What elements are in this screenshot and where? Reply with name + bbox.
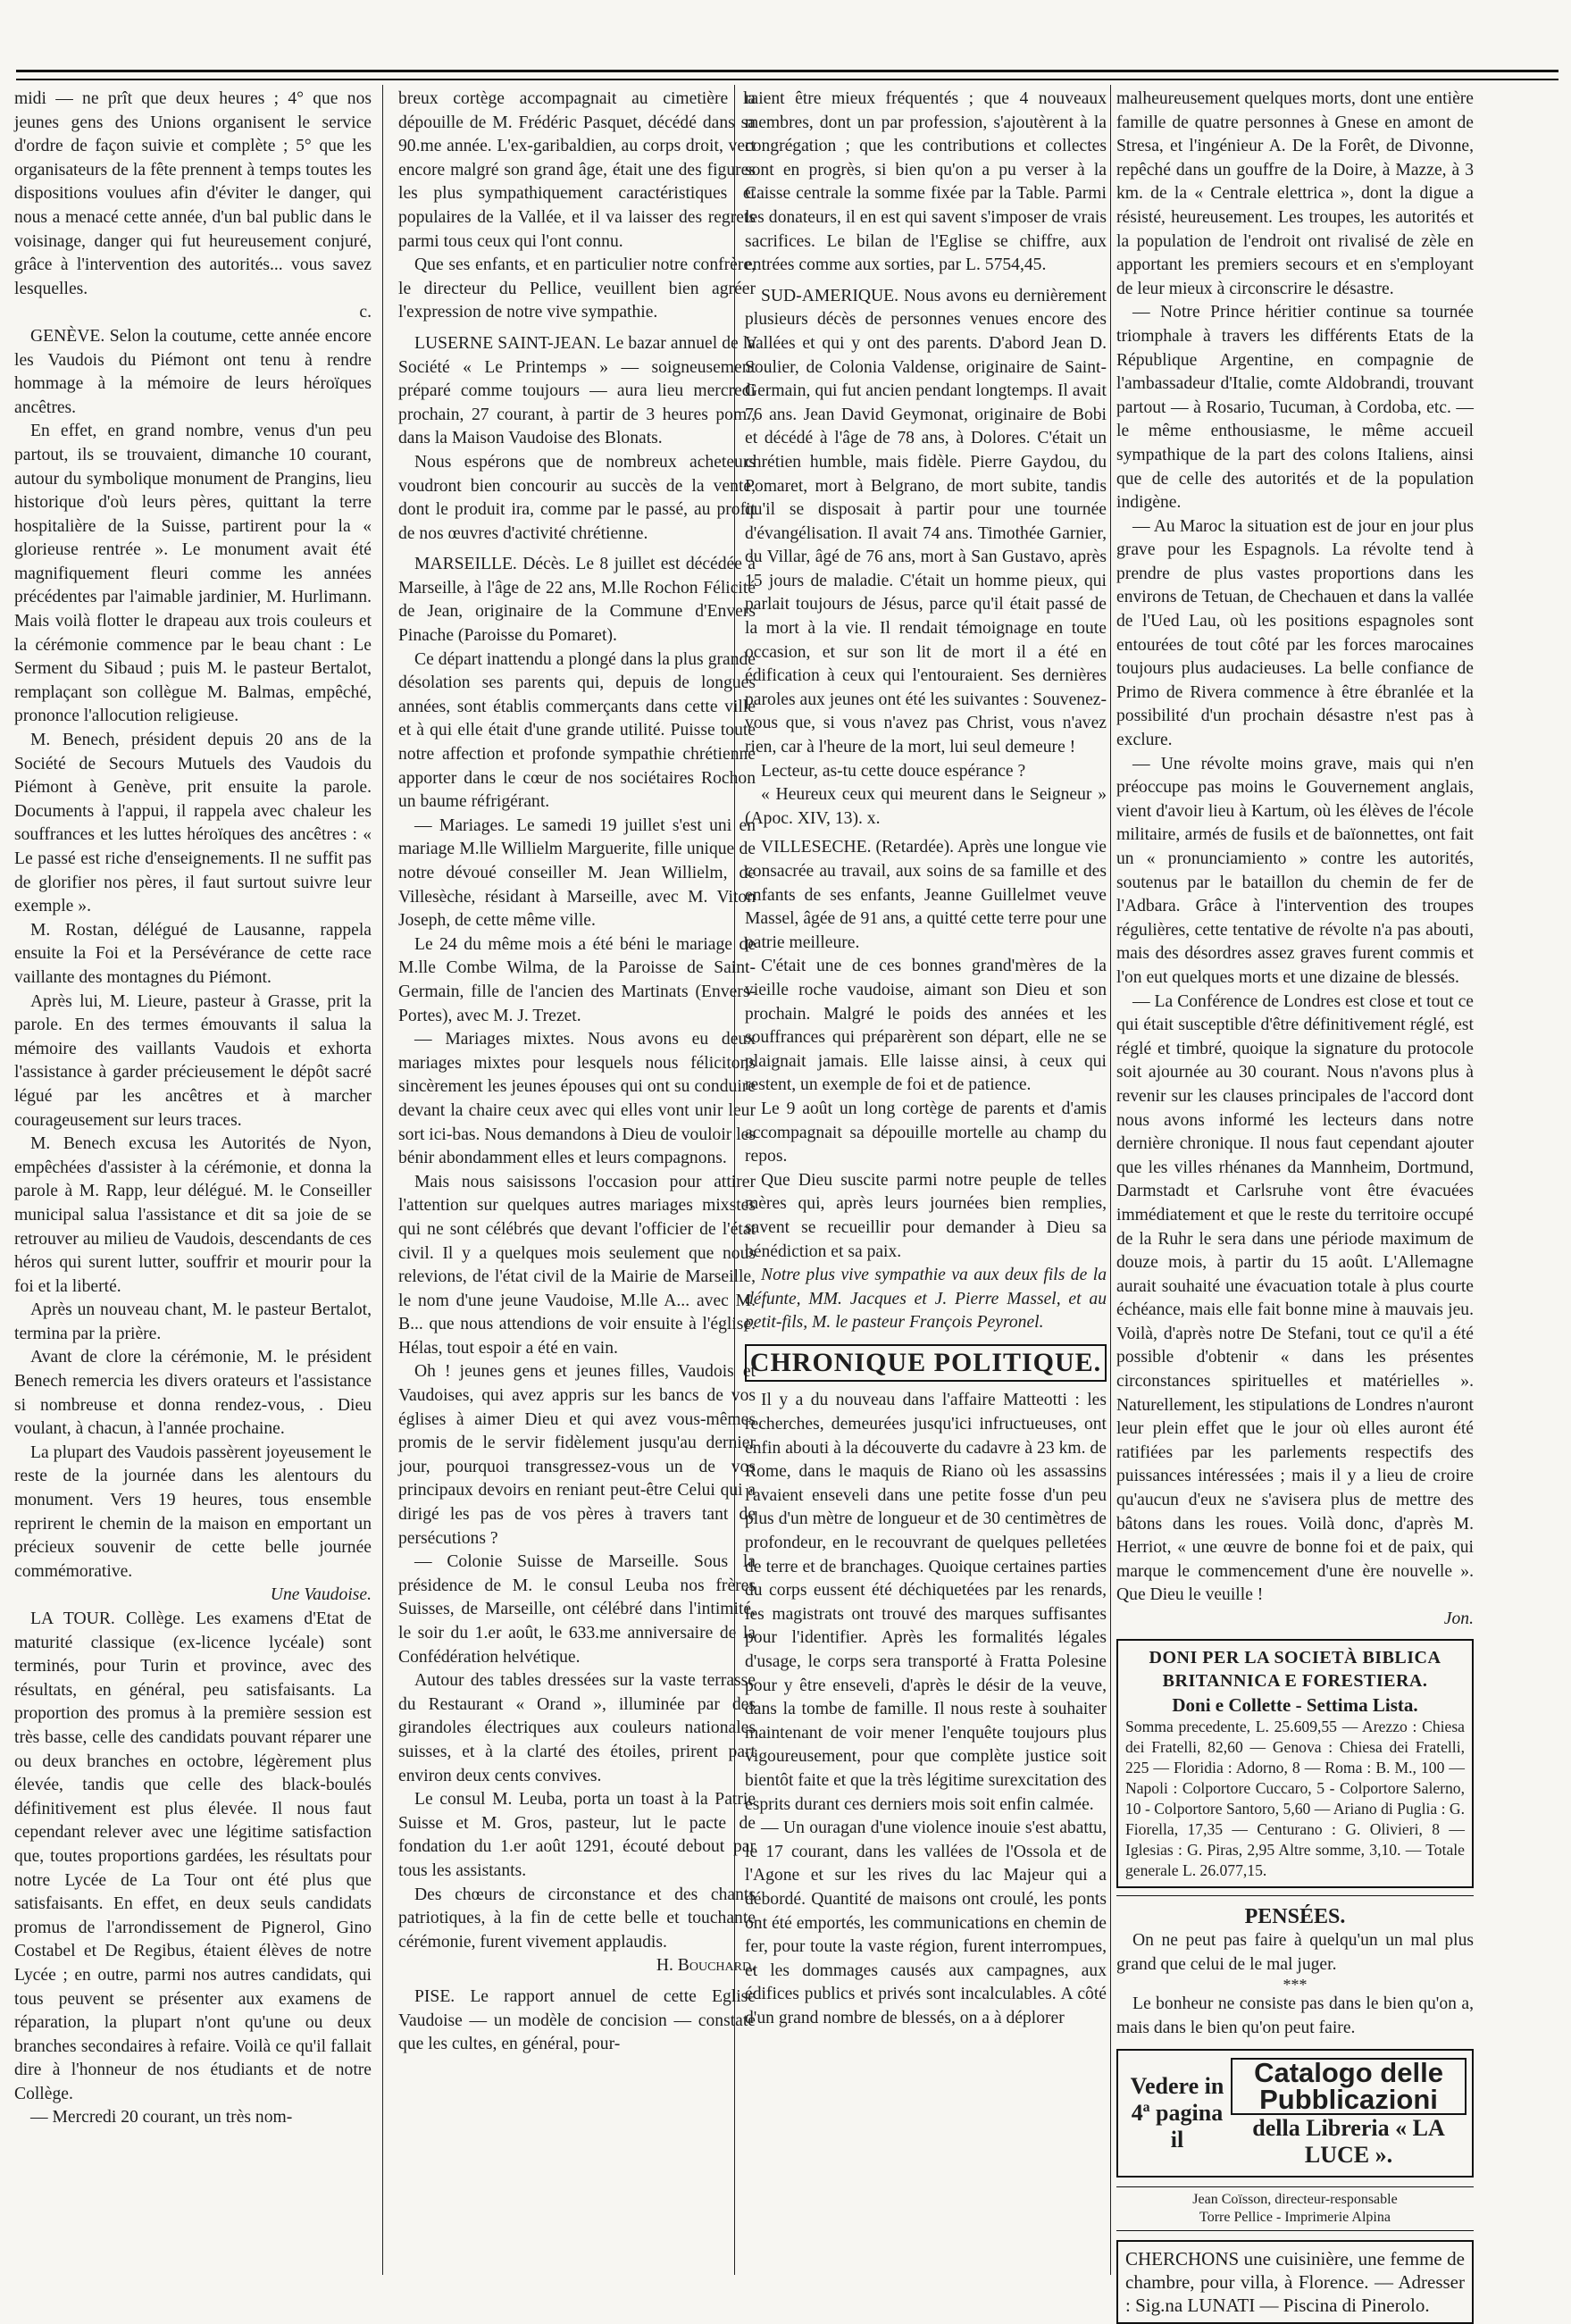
paragraph: — Notre Prince héritier continue sa tournée triomphale à travers les différents Etats de la République Argentine, en compagnie de l'ambassadeur d'Italie, comte Aldobrandi, trouvant partout — à Rosario, Tucuman, à Cordoba, etc. — le même enthousiasme, le même accueil sympathique de la part des colons Italiens, ainsi que de celle des autorités et de la population indigène. xyxy=(1116,303,1474,513)
paragraph: Des chœurs de circonstance et des chants patriotiques, à la fin de cette belle et touchante cérémonie, furent vivement applaudis. xyxy=(398,1885,756,1952)
chronique-politique-heading: CHRONIQUE POLITIQUE. xyxy=(745,1344,1107,1383)
paragraph: Le 24 du même mois a été béni le mariage de M.lle Combe Wilma, de la Paroisse de Saint-Germain, fille de l'ancien des Martinats (Envers-Portes), avec M. J. Trezet. xyxy=(398,934,756,1025)
catalog-ad xyxy=(1116,2049,1474,2178)
paragraph: MARSEILLE. Décès. Le 8 juillet est décédée à Marseille, à l'âge de 22 ans, M.lle Rochon Félicité de Jean, originaire de la Commune d'Envers Pinache (Paroisse du Pomaret). xyxy=(398,555,756,646)
pensee: On ne peut pas faire à quelqu'un un mal plus grand que celui de le mal juger. xyxy=(1116,1930,1474,1974)
paragraph: — Un ouragan d'une violence inouie s'est abattu, le 17 courant, dans les vallées de l'Ossola et de l'Agone et sur les rives du lac Majeur qui a débordé. Quantité de maisons ont croulé, les ponts ont été emportés, les communications en chemin de fer, pour toute la vaste région, furent interrompues, et les dommages causés aux campagnes, aux édifices publics et privés sont incalculables. A côté d'un grand nombre de blessés, on a à déplorer xyxy=(745,1818,1107,2027)
pensee: Le bonheur ne consiste pas dans le bien qu'on a, mais dans le bien qu'on peut faire. xyxy=(1116,1994,1474,2037)
column-4 xyxy=(1116,88,1474,2317)
paragraph: Le 9 août un long cortège de parents et d'amis accompagnait sa dépouille mortelle au champ du repos. xyxy=(745,1099,1107,1166)
paragraph: Le consul M. Leuba, porta un toast à la Patrie Suisse et M. Gros, pasteur, lut le pacte de fondation du 1.er août 1291, écouté debout par tous les assistants. xyxy=(398,1790,756,1880)
paragraph: — Mariages mixtes. Nous avons eu deux mariages mixtes pour lesquels nous félicitons sincèrement les jeunes épouses qui ont su conduire devant la chaire ceux avec qui elles vont unir leur sort ici-bas. Nous demandons à Dieu de vouloir les bénir abondamment elles et leurs compagnons. xyxy=(398,1030,756,1168)
paragraph: M. Benech excusa les Autorités de Nyon, empêchées d'assister à la cérémonie, et donna la parole à M. Rapp, leur délégué. M. le Conseiller municipal salua l'assistance et dit sa joie de se retrouver au milieu de Vaudois, descendants de ces héros qui surent lutter, souffrir et mourir pour la foi et la liberté. xyxy=(14,1134,372,1296)
signature: c. xyxy=(359,303,372,322)
paragraph: VILLESECHE. (Retardée). Après une longue vie consacrée au travail, aux soins de sa famille et des enfants de ses enfants, Jeanne Guillelmet veuve Massel, âgée de 91 ans, a quitté cette terre pour une patrie meilleure. xyxy=(745,838,1107,952)
signature: Jon. xyxy=(1443,1609,1474,1628)
paragraph: SUD-AMERIQUE. Nous avons eu dernièrement plusieurs décès de personnes venues encore des Vallées et qui y ont des parents. D'abord Jean D. Soulier, de Colonia Valdense, originaire de Saint-Germain, qui fut ancien pendant longtemps. Il avait 76 ans. Jean David Geymonat, originaire de Bobi et décédé à l'âge de 78 ans, à Dolores. C'était un chrétien humble, mais fidèle. Pierre Gaydou, du Pomaret, mort à Belgrano, de mort subite, tandis qu'il se disposait à partir pour une tournée d'évangélisation. Il avait 74 ans. Timothée Garnier, du Villar, âgé de 76 ans, mort à San Gustavo, après 15 jours de maladie. C'était un homme pieux, qui parlait toujours de Jésus, parce qu'il était passé de la mort à la vie. Il rendait témoignage en toute occasion, et sur son lit de mort il a été en édification à ceux qui l'entouraient. Ses dernières paroles aux jeunes ont été les suivantes : Souvenez-vous que, si vous n'avez pas Christ, vous n'avez rien, car à l'heure de la mort, lui seul demeure ! xyxy=(745,286,1107,757)
paragraph: Mais nous saisissons l'occasion pour attirer l'attention sur quelques autres mariages mixstes qui ne sont célébrés que devant l'officier de l'état civil. Il y a quelques mois seulement que nous relevions, de l'état civil de la Mairie de Marseille, le nom d'une jeune Vaudoise, M.lle A... avec M. B... que nous attendions de voir ensuite à l'église. Hélas, tout espoir a été en vain. xyxy=(398,1172,756,1358)
imprint-director: Jean Coïsson, directeur-responsable xyxy=(1192,2192,1398,2208)
paragraph: Lecteur, as-tu cette douce espérance ? xyxy=(761,761,1026,781)
ad-right xyxy=(1231,2058,1467,2169)
ad-right-text: della Libreria « LA LUCE ». xyxy=(1252,2115,1445,2169)
doni-title: DONI PER LA SOCIETÀ BIBLICA BRITANNICA E FORESTIERA. xyxy=(1149,1647,1441,1692)
paragraph: — Mercredi 20 courant, un très nom- xyxy=(30,2108,293,2128)
paragraph: M. Rostan, délégué de Lausanne, rappela ensuite la Foi et la Persévérance de cette race vaillante des montagnes du Piémont. xyxy=(14,920,372,987)
paragraph: malheureusement quelques morts, dont une entière famille de quatre personnes à Gnese en amont de Stresa, et l'ingénieur A. De la Forêt, de Divonne, repêché dans un gouffre de la Doire, à Mazze, à 3 km. de la « Centrale elettrica », dont la digue a résisté, heureusement. Les troupes, les autorités et la population de l'endroit ont rivalisé de zèle en apportant les premiers secours et en s'employant de leur mieux à circonscrire le désastre. xyxy=(1116,89,1474,298)
separator-stars: *** xyxy=(1283,1976,1308,1994)
classified-ad: CHERCHONS une cuisinière, une femme de chambre, pour villa, à Florence. — Adresser : Sig.na LUNATI — Piscina di Pinerolo. xyxy=(1116,2240,1474,2324)
column-divider xyxy=(382,85,383,2275)
paragraph: « Heureux ceux qui meurent dans le Seigneur » (Apoc. XIV, 13). x. xyxy=(745,785,1107,828)
paragraph: midi — ne prît que deux heures ; 4° que nos jeunes gens des Unions organisent le service d'ordre de façon suivie et complète ; 5° que les organisateurs de la fête prennent à temps toutes les dispositions voulues afin d'éviter le danger, qui nous a menacé cette année, d'un bal public dans le voisinage, danger qui fut heureusement conjuré, grâce à l'intervention des autorités... vous savez lesquelles. xyxy=(14,89,372,298)
paragraph: Notre plus vive sympathie va aux deux fils de la défunte, MM. Jacques et J. Pierre Massel, et au petit-fils, M. le pasteur François Peyronel. xyxy=(745,1266,1107,1333)
paragraph: — Mariages. Le samedi 19 juillet s'est uni en mariage M.lle Willielm Marguerite, fille unique de notre dévoué conseiller M. Jean Willielm, de Villesèche, résidant à Marseille, avec M. Viton Joseph, de cette même ville. xyxy=(398,815,756,931)
column-3 xyxy=(745,88,1107,2271)
paragraph: Avant de clore la cérémonie, M. le président Benech remercia les divers orateurs et l'assistance si nombreuse et donna rendez-vous, . Dieu voulant, à chacun, à l'année prochaine. xyxy=(14,1348,372,1439)
paragraph: M. Benech, président depuis 20 ans de la Société de Secours Mutuels des Vaudois du Piémont à Genève, prit ensuite la parole. Documents à l'appui, il rappela avec chaleur les souffrances et les luttes héroïques des ancêtres : « Le passé est riche d'enseignements. Il ne suffit pas de glorifier nos pères, il faut surtout suivre leur exemple ». xyxy=(14,731,372,916)
top-rule xyxy=(16,70,1558,80)
paragraph: breux cortège accompagnait au cimetière la dépouille de M. Frédéric Pasquet, décédé dans sa 90.me année. L'ex-garibaldien, au corps droit, vert encore malgré son grand âge, était une des figures les plus sympathiquement caractéristiques et populaires de la Vallée, et il va laisser des regrets parmi tous ceux qui l'ont connu. xyxy=(398,89,756,251)
paragraph: Autour des tables dressées sur la vaste terrasse du Restaurant « Orand », illuminée par des girandoles électriques aux couleurs nationales suisses, et à la clarté des étoiles, prirent part environ deux cents convives. xyxy=(398,1671,756,1785)
paragraph: GENÈVE. Selon la coutume, cette année encore les Vaudois du Piémont ont tenu à rendre hommage à la mémoire de leurs héroïques ancêtres. xyxy=(14,326,372,417)
doni-box xyxy=(1116,1639,1474,1889)
column-2 xyxy=(398,88,756,2271)
divider xyxy=(1116,1895,1474,1896)
paragraph: — La Conférence de Londres est close et tout ce qui était susceptible d'être définitivement réglé, est réglé et timbré, quoique la signature du protocole soit ajournée au 30 courant. Nous n'avons plus à revenir sur les clauses principales de l'accord dont nous avons informé les lecteurs dans notre dernière chronique. Il nous faut cependant ajouter que les villes rhénanes da Mannheim, Dortmund, Darmstadt et Carlsruhe vont être évacuées immédiatement et que le reste du territoire occupé de la Ruhr le sera dans une période maximum de douze mois, à partir du 15 août. L'Allemagne aurait souhaité une évacuation totale à plus courte échéance, mais elle fait bonne mine à mauvais jeu. Voilà, d'après notre De Stefani, tout ce qu'il a été possible d'obtenir « dans les présentes circonstances spirituelles et matérielles ». Naturellement, les stipulations de Londres n'auront leur plein effet que le jour où elles auront été ratifiées par les parlements respectifs des puissances intéressées ; mais il y a lieu de croire qu'aucun d'eux ne s'avisera plus de mettre des bâtons dans les roues. Voilà donc, d'après M. Herriot, « une œuvre de bonne foi et de paix, qui marque le commencement d'une ère nouvelle ». Que Dieu le veuille ! xyxy=(1116,991,1474,1605)
paragraph: raient être mieux fréquentés ; que 4 nouveaux membres, dont un par profession, s'ajoutèrent à la congrégation ; que les contributions et collectes sont en progrès, si bien qu'on a pu verser à la Caisse centrale la somme fixée par la Table. Parmi les donateurs, il en est qui savent s'imposer de vrais sacrifices. Le bilan de l'Eglise se chiffre, aux entrées comme aux sorties, par L. 5754,45. xyxy=(745,89,1107,275)
paragraph: Ce départ inattendu a plongé dans la plus grande désolation ses parents qui, depuis de longues années, sont établis commerçants dans cette ville et à qui elle était d'une grande utilité. Puisse toute notre affection et profonde sympathie chrétienne apporter dans le cœur de nos sociétaires Rochon un baume réfrigérant. xyxy=(398,649,756,812)
paragraph: En effet, en grand nombre, venus d'un peu partout, ils se trouvaient, dimanche 10 courant, autour du symbolique monument de Prangins, lieu historique d'où leurs pères, quittant la terre hospitalière de la Suisse, partirent pour la « glorieuse rentrée ». Le monument avait été magnifiquement fleuri comme les années précédentes par l'aimable jardinier, M. Hurlimann. Mais voilà flotter le drapeau aux trois couleurs et la cérémonie commence par le beau chant : Le Serment du Sibaud ; puis M. le pasteur Bertalot, remplaçant son collègue M. Balmas, empêché, prononce l'allocution religieuse. xyxy=(14,422,372,726)
imprint-printer: Torre Pellice - Imprimerie Alpina xyxy=(1199,2210,1391,2226)
paragraph: Il y a du nouveau dans l'affaire Matteotti : les recherches, demeurées jusqu'ici infructueuses, ont enfin abouti à la découverte du cadavre à 23 km. de Rome, dans le maquis de Riano où les assassins l'avaient enseveli dans une petite fosse d'un peu plus d'un mètre de longueur et de 30 centimètres de profondeur, en le recouvrant de quelques pelletées de terre et de branchages. Quoique certaines parties du corps eussent été déchiquetées par les renards, les magistrats ont trouvé des marques suffisantes pour l'identifier. Après les formalités légales d'usage, le corps sera transporté à Fratta Polesine pour y être enseveli, d'après le désir de la veuve, dans la tombe de famille. Il nous reste à souhaiter maintenant de voir mener l'enquête toujours plus vigoureusement, pour que complète justice soit bientôt faite et que la très légitime surexcitation des esprits durant ces derniers mois soit enfin calmée. xyxy=(745,1391,1107,1814)
paragraph: Nous espérons que de nombreux acheteurs voudront bien concourir au succès de la vente, dont le produit ira, comme par le passé, au profit de nos œuvres d'activité chrétienne. xyxy=(398,452,756,543)
paragraph: Oh ! jeunes gens et jeunes filles, Vaudois et Vaudoises, qui avez appris sur les bancs de vos églises à aimer Dieu et qui avez vous-mêmes promis de le servir fidèlement jusqu'au dernier jour, pourquoi transgressez-vous un de vos principaux devoirs en reniant peut-être Celui qui a dirigé les pas de vos pères à travers tant de persécutions ? xyxy=(398,1362,756,1548)
paragraph: Que Dieu suscite parmi notre peuple de telles mères qui, après leurs journées bien remplies, savent se recueillir pour demander à Dieu sa bénédiction et sa paix. xyxy=(745,1170,1107,1261)
signature: H. Bouchard. xyxy=(656,1956,756,1976)
signature: Une Vaudoise. xyxy=(270,1585,372,1605)
paragraph: La plupart des Vaudois passèrent joyeusement le reste de la journée dans les alentours du monument. Vers 19 heures, tous ensemble reprirent le chemin de la maison en emportant un précieux souvenir de cette belle journée commémorative. xyxy=(14,1442,372,1581)
paragraph: C'était une de ces bonnes grand'mères de la vieille roche vaudoise, aimant son Dieu et son prochain. Malgré le poids des années et les souffrances qui préparèrent son départ, elle ne se plaignait jamais. Elle laisse ainsi, à ceux qui restent, un exemple de foi et de patience. xyxy=(745,957,1107,1095)
ad-left-text: Vedere in 4ª pagina il xyxy=(1130,2073,1224,2153)
column-1 xyxy=(14,88,372,2271)
paragraph: — Au Maroc la situation est de jour en jour plus grave pour les Espagnols. La révolte tend à prendre de plus vastes proportions dans les environs de Tetuan, de Chechauen et dans la vallée de l'Ued Lau, où les positions espagnoles sont entourées de tout côté par les forces marocaines toujours plus audacieuses. La belle confiance de Primo de Rivera commence à être ébranlée et la possibilité d'un prochain désastre n'est pas à exclure. xyxy=(1116,516,1474,750)
paragraph: LUSERNE SAINT-JEAN. Le bazar annuel de la Société « Le Printemps » — soigneusement préparé comme toujours — aura lieu mercredi prochain, 27 courant, à partir de 3 heures pom., dans la Maison Vaudoise des Blonats. xyxy=(398,333,756,448)
imprint xyxy=(1116,2186,1474,2231)
doni-body: Somma precedente, L. 25.609,55 — Arezzo : Chiesa dei Fratelli, 82,60 — Genova : Chiesa dei Fratelli, 225 — Floridia : Adorno, 8 — Roma : B. M., 100 — Napoli : Colportore Cuccaro, 5 - Colportore Salerno, 10 - Colportore Santoro, 5,60 — Ariano di Puglia : G. Fiorella, 17,35 — Centurano : G. Olivieri, 8 — Iglesias : G. Piras, 2,95 Altre somme, 3,10. — Totale generale L. 26.077,15. xyxy=(1125,1718,1465,1880)
ad-catalog-title: Catalogo delle Pubblicazioni xyxy=(1231,2058,1467,2115)
paragraph: — Colonie Suisse de Marseille. Sous la présidence de M. le consul Leuba nos frères Suisses, de Marseille, ont célébré dans l'intimité, le soir du 1.er août, le 633.me anniversaire de la Confédération helvétique. xyxy=(398,1552,756,1667)
paragraph: — Une révolte moins grave, mais qui n'en préoccupe pas moins le Gouvernement anglais, vient d'avoir lieu à Kartum, où les élèves de l'école militaire, armés de fusils et de baïonnettes, ont fait un « pronunciamiento » contre les autorités, soutenus par le bataillon du chemin de fer de l'Adbara. Grâce à l'intervention des troupes régulières, cette tentative de révolte n'a pas abouti, mais des désordres assez graves furent commis et l'on eut quelques morts et une dizaine de blessés. xyxy=(1116,754,1474,987)
paragraph: Après un nouveau chant, M. le pasteur Bertalot, termina par la prière. xyxy=(14,1300,372,1343)
paragraph: LA TOUR. Collège. Les examens d'Etat de maturité classique (ex-licence lycéale) sont terminés, pour Turin et province, avec des résultats, en général, peu satisfaisants. La proportion des promus à la première session est très basse, celle des candidats pouvant réparer une ou deux branches en octobre, légèrement plus élevée, tandis que celle des black-boulés définitivement est plus élevée. Il nous faut cependant relever avec une légitime satisfaction que, toutes proportions gardées, les résultats pour notre Lycée de La Tour ont été plus que satisfaisants. En effet, en deux seuls candidats promus de l'arrondissement de Pignerol, Gino Costabel et De Regibus, étaient élèves de notre Lycée ; en outre, parmi nos autres candidats, qui tous peuvent se présenter aux examens de réparation, la plupart n'ont qu'une ou deux branches secondaires à refaire. Voilà ce qu'il fallait dire à l'honneur de nos étudiants et de notre Collège. xyxy=(14,1609,372,2103)
column-divider xyxy=(1110,85,1111,2275)
pensees-title: PENSÉES. xyxy=(1244,1905,1346,1929)
paragraph: Après lui, M. Lieure, pasteur à Grasse, prit la parole. En des termes émouvants il salua la mémoire des vaillants Vaudois et exhorta l'assistance à garder précieusement le dépôt sacré légué par les ancêtres et à marcher courageusement sur leurs traces. xyxy=(14,991,372,1130)
paragraph: Que ses enfants, et en particulier notre confrère, le directeur du Pellice, veuillent bien agréer l'expression de notre vive sympathie. xyxy=(398,255,756,322)
doni-subtitle: Doni e Collette - Settima Lista. xyxy=(1172,1693,1418,1716)
paragraph: PISE. Le rapport annuel de cette Eglise Vaudoise — un modèle de concision — constate que les cultes, en général, pour- xyxy=(398,1986,756,2054)
